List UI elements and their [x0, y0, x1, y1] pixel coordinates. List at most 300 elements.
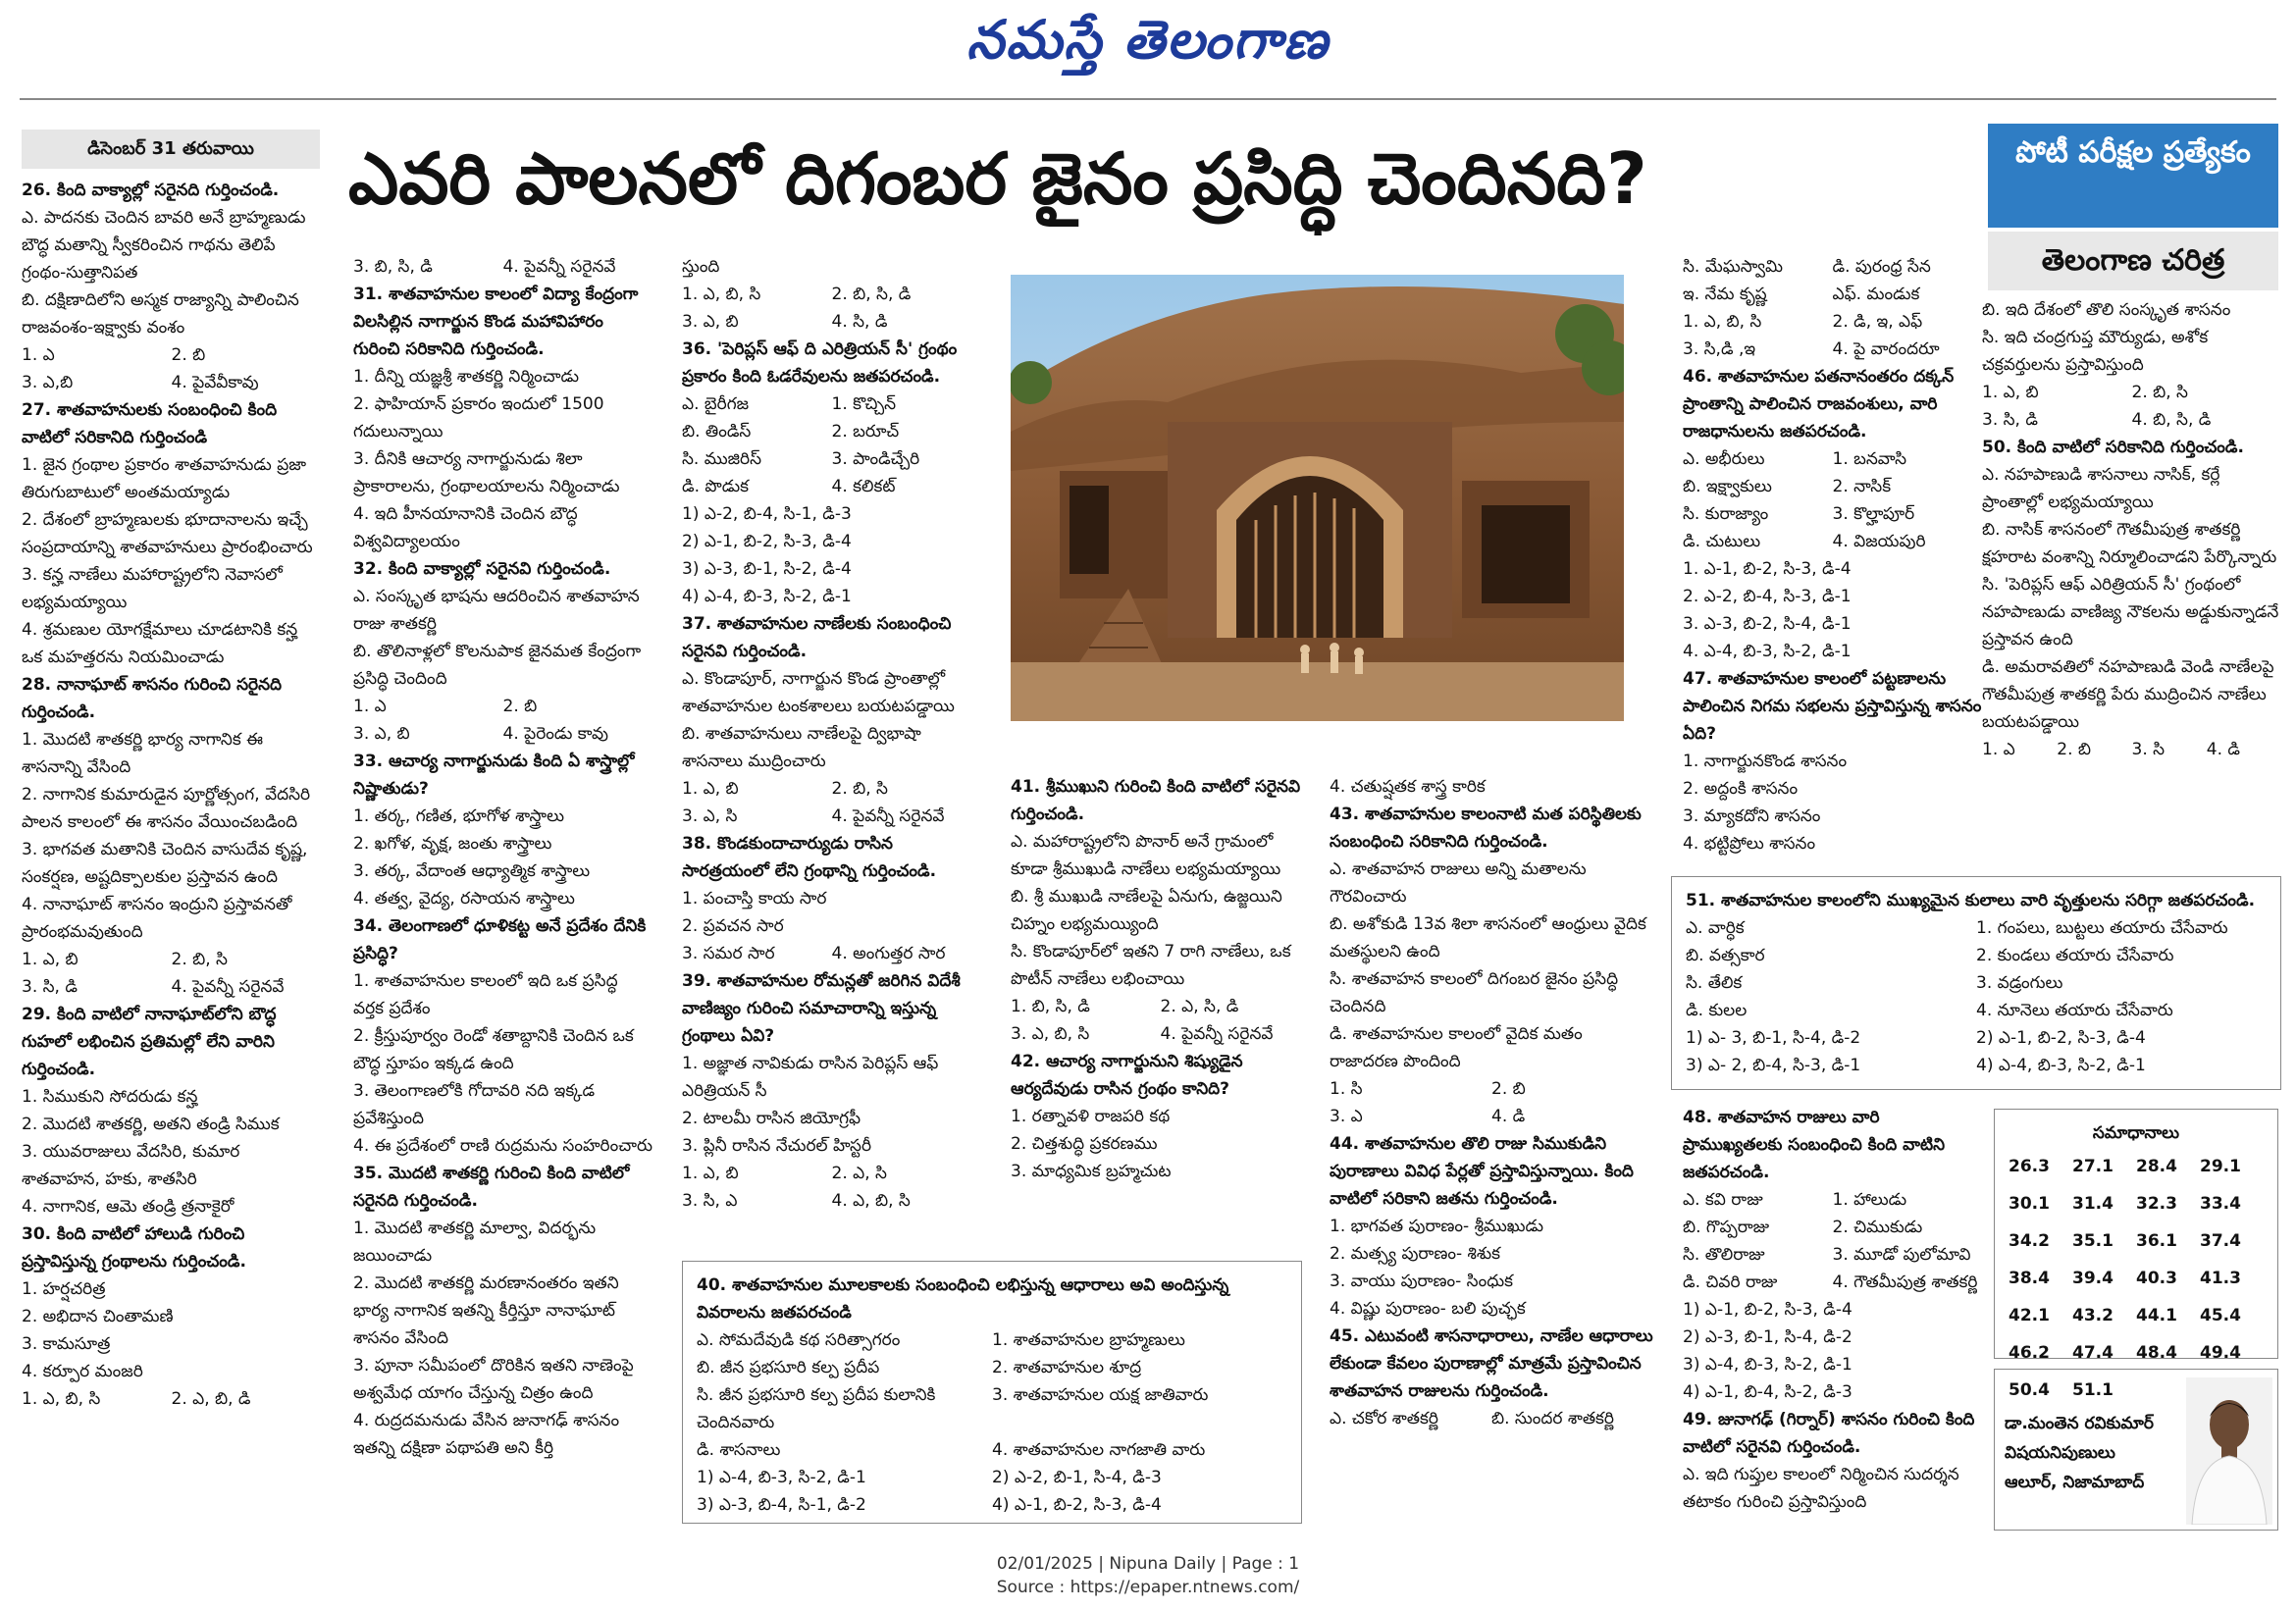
option-text: 2. బి, సి — [2131, 383, 2188, 402]
options-row — [1683, 445, 1982, 473]
option-text: 1. ఎ, బి, సి — [22, 1389, 101, 1409]
question-text: 34. తెలంగాణలో ధూళికట్ట అనే ప్రదేశం దేనికి ప్రసిద్ధి? — [353, 916, 647, 963]
column-7 — [1683, 1104, 1982, 1526]
option-text: 3. కొల్హాపూర్ — [1832, 504, 1915, 524]
option-text: 4. పై వారందరూ — [1832, 339, 1940, 359]
statement-text: బి. తొలినాళ్లలో కొలనుపాక జైనమత కేంద్రంగా ప్రసిద్ధి చెందింది — [353, 642, 642, 689]
options-row — [1330, 1075, 1653, 1103]
option-text: 3. ఎ, బి, సి — [1011, 1024, 1090, 1044]
question-40-text: 40. శాతవాహనుల మూలకాలకు సంబంధించి లభిస్తున్న ఆధారాలు అవి అందిస్తున్న వివరాలను జతపరచండి — [697, 1275, 1229, 1323]
question-text: 26. కింది వాక్యాల్లో సరైనది గుర్తించండి. — [22, 181, 280, 200]
option-text: 4. పైవన్నీ సరైనవే — [502, 257, 616, 277]
option-text: 4. డి — [1491, 1107, 1526, 1126]
cave-illustration — [1011, 275, 1624, 721]
statement-text: 2. అభిదాన చింతామణి — [22, 1307, 174, 1326]
match-cell: 1. గంపలు, బుట్టలు తయారు చేసేవారు — [1976, 918, 2228, 938]
match-row — [697, 1436, 1287, 1464]
option-text: 4. గౌతమీపుత్ర శాతకర్ణి — [1832, 1272, 1978, 1292]
statement-text: సి. శాతవాహన కాలంలో దిగంబర జైనం ప్రసిద్ధి చెందినది — [1330, 969, 1619, 1016]
option-text: 3. ఎ,బి — [22, 373, 74, 392]
options-row — [1683, 281, 1982, 308]
statement-text: బి. దక్షిణాదిలోని అస్మక రాజ్యాన్ని పాలించిన రాజవంశం-ఇక్ష్వాకు వంశం — [22, 290, 299, 338]
options-row — [1330, 1103, 1653, 1130]
statement-text: 2. మొదటి శాతకర్ణి, అతని తండ్రి సిముక — [22, 1115, 280, 1134]
author-place: ఆలూర్, నిజామాబాద్ — [2005, 1473, 2145, 1492]
statement-text: 3. ప్లినీ రాసిన నేచురల్ హిస్టరీ — [682, 1136, 872, 1156]
exam-special-tag: పోటీ పరీక్షల ప్రత్యేకం — [1988, 124, 2278, 228]
option-text: సి. తొలిరాజు — [1683, 1245, 1765, 1265]
options-row — [682, 803, 981, 830]
option-text: బి. సుందర శాతకర్ణి — [1491, 1409, 1615, 1428]
statement-text: 3) ఎ-4, బి-3, సి-2, డి-1 — [1683, 1355, 1852, 1375]
options-row — [22, 946, 321, 973]
option-text: ఎఫ్. మండుక — [1832, 285, 1920, 304]
answers-title: సమాధానాలు — [2092, 1123, 2180, 1143]
match-row — [1686, 969, 2267, 997]
option-text: సి. మేఘస్వామి — [1683, 257, 1784, 277]
statement-text: 2. అద్దంకి శాసనం — [1683, 779, 1799, 799]
options-row — [682, 308, 981, 336]
statement-text: 4. భట్టిప్రోలు శాసనం — [1683, 834, 1816, 854]
options-row — [1683, 336, 1982, 363]
option-text: ఎ. చకోర శాతకర్ణి — [1330, 1409, 1438, 1428]
option-text: 1. ఎ — [353, 697, 387, 716]
column-4 — [1011, 773, 1310, 1254]
answer-item: 31.4 — [2072, 1194, 2113, 1214]
option-text: 3. సి, డి — [1982, 410, 2038, 430]
question-text: 44. శాతవాహనుల తొలి రాజు సిముకుడిని పురాణాలు వివిధ పేర్లతో ప్రస్తావిస్తున్నాయి. కింది వాటిలో సరికాని జతను గుర్తించండి. — [1330, 1134, 1634, 1209]
statement-text: 3) ఎ-3, బి-1, సి-2, డి-4 — [682, 559, 852, 579]
statement-text: 1. మొదటి శాతకర్ణి మాల్వా, విదర్భను జయించాడు — [353, 1219, 597, 1266]
footer-date-line: 02/01/2025 | Nipuna Daily | Page : 1 — [996, 1554, 1300, 1574]
match-cell: 1. శాతవాహనుల బ్రాహ్మణులు — [992, 1330, 1185, 1350]
author-photo — [2186, 1377, 2272, 1525]
option-text: 2. బి — [1491, 1079, 1526, 1099]
continuation-tag: డిసెంబర్ 31 తరువాయి — [22, 130, 320, 169]
option-text: 1. ఎ, బి — [22, 950, 78, 969]
match-cell: సి. తేలిక — [1686, 973, 1743, 993]
match-row — [1686, 997, 2267, 1024]
question-51-text: 51. శాతవాహనుల కాలంలోని ముఖ్యమైన కులాలు వారి వృత్తులను సరిగ్గా జతపరచండి. — [1686, 891, 2256, 910]
options-row — [682, 1160, 981, 1187]
answer-item: 35.1 — [2072, 1231, 2113, 1251]
match-cell: సి. జీన ప్రభసూరి కల్ప ప్రదీప కులానికి చెందినవారు — [697, 1385, 936, 1432]
match-cell: 3) ఎ-3, బి-4, సి-1, డి-2 — [697, 1495, 866, 1515]
option-text: 3. సి, డి — [22, 977, 78, 997]
options-row — [1982, 736, 2281, 763]
option-text: 3. సి,డి ,ఇ — [1683, 339, 1756, 359]
option-text: 4. పైవేవీకావు — [171, 373, 259, 392]
statement-text: ఎ. ఇది గుప్తుల కాలంలో నిర్మించిన సుదర్శన తటాకం గురించి ప్రస్తావిస్తుంది — [1683, 1465, 1959, 1512]
match-cell: 3) ఎ- 2, బి-4, సి-3, డి-1 — [1686, 1056, 1861, 1075]
question-text: 29. కింది వాటిలో నానాఘాట్‌లోని బౌద్ధ గుహలో లభించిన ప్రతిమల్లో లేని వారిని గుర్తించండి. — [22, 1005, 277, 1079]
option-text: 4. పైవన్నీ సరైనవే — [831, 806, 945, 826]
option-text: 3. ఎ, బి — [682, 312, 739, 332]
statement-text: 3. యువరాజులు వేదసిరి, కుమార శాతవాహన, హకు, శాతసిరి — [22, 1142, 240, 1189]
statement-text: ఎ. నహపాణుడి శాసనాలు నాసిక్, కర్లే ప్రాంతాల్లో లభ్యమయ్యాయి — [1982, 465, 2220, 512]
statement-text: 1. నాగార్జునకొండ శాసనం — [1683, 752, 1848, 771]
match-cell: ఎ. సోమదేవుడి కథ సరిత్సాగరం — [697, 1330, 901, 1350]
statement-text: 1. సిముకుని సోదరుడు కన్హ — [22, 1087, 198, 1107]
statement-text: 4. ఇది హీనయానానికి చెందిన బౌద్ధ విశ్వవిద్యాలయం — [353, 504, 578, 551]
match-cell: డి. శాసనాలు — [697, 1440, 781, 1460]
statement-text: 4. కర్పూర మంజరి — [22, 1362, 143, 1381]
column-8 — [1982, 296, 2281, 865]
match-row — [697, 1464, 1287, 1491]
statement-text: 2. చిత్తశుద్ధి ప్రకరణము — [1011, 1134, 1158, 1154]
statement-text: 3. మాధ్యమిక బ్రహ్మచుట — [1011, 1162, 1172, 1181]
statement-text: 2. ఎ-2, బి-4, సి-3, డి-1 — [1683, 587, 1852, 606]
statement-text: 2. క్రీస్తుపూర్వం రెండో శతాబ్దానికి చెందిన ఒక బౌద్ధ స్తూపం ఇక్కడ ఉంది — [353, 1026, 634, 1073]
question-text: 27. శాతవాహనులకు సంబంధించి కింది వాటిలో సరికానిది గుర్తించండి — [22, 400, 278, 447]
answer-item: 38.4 — [2009, 1269, 2050, 1288]
statement-text: 3. కామసూత్ర — [22, 1334, 111, 1354]
answer-item: 27.1 — [2072, 1157, 2113, 1176]
match-cell: 4. శాతవాహనుల నాగజాతి వారు — [992, 1440, 1206, 1460]
option-text: 3. సి, ఎ — [682, 1191, 738, 1211]
author-box — [1994, 1369, 2278, 1531]
question-text: 38. కొండకుందాచార్యుడు రాసిన సారత్రయంలో లేని గ్రంథాన్ని గుర్తించండి. — [682, 834, 937, 881]
option-text: 1. బి, సి, డి — [1011, 997, 1090, 1016]
page-footer — [0, 1552, 2296, 1599]
answer-item: 49.4 — [2200, 1343, 2241, 1363]
options-row — [22, 1385, 321, 1413]
statement-text: ఎ. శాతవాహన రాజులు అన్ని మతాలను గౌరవించారు — [1330, 859, 1587, 907]
statement-text: సి. కొండాపూర్‌లో ఇతని 7 రాగి నాణేలు, ఒక పొటీన్ నాణేలు లభించాయి — [1011, 942, 1291, 989]
option-text: 3. సమర సార — [682, 944, 775, 963]
option-text: 2. బి, సి — [831, 779, 888, 799]
option-text: 2. బి — [171, 345, 206, 365]
question-text: 49. జునాగఢ్ (గిర్నార్) శాసనం గురించి కింది వాటిలో సరైనవి గుర్తించండి. — [1683, 1410, 1975, 1457]
match-row — [697, 1381, 1287, 1436]
statement-text: 1) ఎ-1, బి-2, సి-3, డి-4 — [1683, 1300, 1852, 1320]
options-row — [353, 253, 652, 281]
match-cell: 2. శాతవాహనుల శూద్ర — [992, 1358, 1142, 1377]
question-text: 46. శాతవాహనుల పతనానంతరం దక్కన్ ప్రాంతాన్ని పాలించిన రాజవంశులు, వారి రాజధానులను జతపరచండి. — [1683, 367, 1955, 441]
statement-text: 4) ఎ-1, బి-4, సి-2, డి-3 — [1683, 1382, 1852, 1402]
statement-text: 3. ఎ-3, బి-2, సి-4, డి-1 — [1683, 614, 1852, 634]
statement-text: 3. కన్హ నాణేలు మహారాష్ట్రలోని నెవాసలో లభ్యమయ్యాయి — [22, 565, 283, 612]
answer-item: 28.4 — [2136, 1157, 2177, 1176]
statement-text: 4. ఎ-4, బి-3, సి-2, డి-1 — [1683, 642, 1852, 661]
question-text: 31. శాతవాహనుల కాలంలో విద్యా కేంద్రంగా విలసిల్లిన నాగార్జున కొండ మహావిహారం గురించి సరికానిది గుర్తించండి. — [353, 285, 639, 359]
column-3 — [682, 253, 981, 1244]
question-text: 35. మొదటి శాతకర్ణి గురించి కింది వాటిలో సరైనది గుర్తించండి. — [353, 1164, 630, 1211]
match-cell: 4) ఎ-4, బి-3, సి-2, డి-1 — [1976, 1056, 2146, 1075]
match-row — [1686, 914, 2267, 942]
statement-text: 2. ఫాహియాన్ ప్రకారం ఇందులో 1500 గదులున్నాయి — [353, 394, 604, 441]
match-cell: 1) ఎ-4, బి-3, సి-2, డి-1 — [697, 1468, 866, 1487]
column-5 — [1330, 773, 1653, 1519]
option-text: 1. ఎ, బి — [682, 779, 739, 799]
answer-item: 39.4 — [2072, 1269, 2113, 1288]
option-text: 4. ఎ, బి, సి — [831, 1191, 911, 1211]
question-text: 33. ఆచార్య నాగార్జునుడు కింది ఏ శాస్త్రాల్లో నిష్ణాతుడు? — [353, 752, 635, 799]
statement-text: 2. మత్స్య పురాణం- శిశుక — [1330, 1244, 1501, 1264]
options-row — [682, 445, 981, 473]
question-text: 42. ఆచార్య నాగార్జునుని శిష్యుడైన ఆర్యదేవుడు రాసిన గ్రంథం కానిది? — [1011, 1052, 1243, 1099]
options-row — [1982, 379, 2281, 406]
answer-item: 40.3 — [2136, 1269, 2177, 1288]
author-role: విషయనిపుణులు — [2005, 1443, 2115, 1463]
option-text: ఎ. కవి రాజు — [1683, 1190, 1763, 1210]
options-row — [22, 973, 321, 1001]
statement-text: 4. చతుష్షతక శాస్త్ర కారిక — [1330, 777, 1486, 797]
statement-text: బి. శాతవాహనులు నాణేలపై ద్విభాషా శాసనాలు ముద్రించారు — [682, 724, 921, 771]
options-row — [1683, 500, 1982, 528]
option-text: 2. ఎ, బి, డి — [171, 1389, 251, 1409]
option-text: బి. తిండిస్ — [682, 422, 752, 441]
options-row — [682, 390, 981, 418]
match-cell: బి. జీన ప్రభసూరి కల్ప ప్రదీప — [697, 1358, 880, 1377]
option-text: 4. అంగుత్తర సార — [831, 944, 946, 963]
statement-text: 1. హర్షచరిత్ర — [22, 1279, 106, 1299]
option-text: 2. బి — [2057, 740, 2091, 759]
option-text: 2. బి, సి, డి — [831, 285, 912, 304]
option-text: 3. ఎ — [1330, 1107, 1363, 1126]
options-row — [1683, 1269, 1982, 1296]
statement-text: 3. వాయు పురాణం- సింధుక — [1330, 1272, 1513, 1291]
match-cell: 3. శాతవాహనుల యక్ష జాతివారు — [992, 1385, 1209, 1405]
option-text: ఎ. అభీరులు — [1683, 449, 1765, 469]
question-text: 45. ఎటువంటి శాసనాధారాలు, నాణేల ఆధారాలు లేకుండా కేవలం పురాణాల్లో మాత్రమే ప్రస్తావించిన శాతవాహన రాజులను గుర్తించండి. — [1330, 1326, 1653, 1401]
statement-text: ఎ. మహారాష్ట్రలోని పొనార్ అనే గ్రామంలో కూడా శ్రీముఖుడి నాణేలు లభ్యమయ్యాయి — [1011, 832, 1281, 879]
statement-text: సి. ఇది చంద్రగుప్త మౌర్యుడు, అశోక చక్రవర్తులను ప్రస్తావిస్తుంది — [1982, 328, 2209, 375]
options-row — [682, 1187, 981, 1215]
match-row — [1686, 942, 2267, 969]
options-row — [353, 693, 652, 720]
answer-item: 29.1 — [2200, 1157, 2241, 1176]
column-2 — [353, 253, 652, 1529]
question-text: 28. నానాఘాట్ శాసనం గురించి సరైనది గుర్తించండి. — [22, 675, 283, 722]
match-cell: 2) ఎ-2, బి-1, సి-4, డి-3 — [992, 1468, 1162, 1487]
option-text: 1. ఎ — [1982, 740, 2015, 759]
statement-text: 1. దీన్ని యజ్ఞశ్రీ శాతకర్ణి నిర్మించాడు — [353, 367, 580, 387]
match-cell: 2. కుండలు తయారు చేసేవారు — [1976, 946, 2174, 965]
option-text: 1. ఎ — [22, 345, 55, 365]
author-name: డా.మంతెన రవికుమార్ — [2005, 1414, 2154, 1433]
option-text: 2. ఎ, సి — [831, 1164, 887, 1183]
answer-item: 51.1 — [2072, 1380, 2113, 1400]
options-row — [682, 418, 981, 445]
answer-item: 30.1 — [2009, 1194, 2050, 1214]
statement-text: 1. రత్నావళి రాజపరి కథ — [1011, 1107, 1171, 1126]
match-cell: 1) ఎ- 3, బి-1, సి-4, డి-2 — [1686, 1028, 1861, 1048]
statement-text: 3. మ్యాకదోని శాసనం — [1683, 806, 1821, 826]
statement-text: బి. అశోకుడి 13వ శిలా శాసనంలో ఆంధ్రులు వైదిక మతస్థులని ఉంది — [1330, 914, 1646, 961]
option-text: 1. ఎ, బి, సి — [1683, 312, 1762, 332]
statement-text: 3. తెలంగాణలోకి గోదావరి నది ఇక్కడ ప్రవేశిస్తుంది — [353, 1081, 596, 1128]
options-row — [1683, 308, 1982, 336]
match-row — [1686, 1024, 2267, 1052]
column-1 — [22, 177, 321, 1521]
statement-text: 2) ఎ-3, బి-1, సి-4, డి-2 — [1683, 1327, 1852, 1347]
option-text: 1. ఎ, బి, సి — [682, 285, 761, 304]
option-text: 2. బి — [502, 697, 538, 716]
option-text: 1. ఎ, బి — [1982, 383, 2039, 402]
match-cell: బి. వత్సకార — [1686, 946, 1765, 965]
option-text: 1. బనవాసి — [1832, 449, 1907, 469]
option-text: 2. నాసిక్ — [1832, 477, 1892, 496]
question-text: 30. కింది వాటిలో హాలుడి గురించి ప్రస్తావిస్తున్న గ్రంథాలను గుర్తించండి. — [22, 1224, 246, 1272]
option-text: 4. పైవన్నీ సరైనవే — [171, 977, 285, 997]
option-text: 4. కలికట్ — [831, 477, 896, 496]
statement-text: 1. జైన గ్రంథాల ప్రకారం శాతవాహనుడు ప్రజా తిరుగుబాటులో అంతమయ్యాడు — [22, 455, 307, 502]
question-40-box — [682, 1261, 1302, 1524]
option-text: డి. చుటులు — [1683, 532, 1761, 551]
answer-item: 37.4 — [2200, 1231, 2241, 1251]
answer-item: 46.2 — [2009, 1343, 2050, 1363]
option-text: బి. ఇక్ష్వాకులు — [1683, 477, 1772, 496]
statement-text: 3. పూనా సమీపంలో దొరికిన ఇతని నాణెంపై అశ్వమేధ యాగం చేస్తున్న చిత్రం ఉంది — [353, 1356, 634, 1403]
cave-photo — [1011, 275, 1624, 721]
option-text: డి. పురంధ్ర సేన — [1832, 257, 1931, 277]
options-row — [682, 281, 981, 308]
options-row — [1982, 406, 2281, 434]
options-row — [22, 369, 321, 396]
statement-text: ఎ. సంస్కృత భాషను ఆదరించిన శాతవాహన రాజు శాతకర్ణి — [353, 587, 640, 634]
answer-item: 36.1 — [2136, 1231, 2177, 1251]
statement-text: 4) ఎ-4, బి-3, సి-2, డి-1 — [682, 587, 852, 606]
match-cell: 4. నూనెలు తయారు చేసేవారు — [1976, 1001, 2173, 1020]
option-text: 2. బరూచ్ — [831, 422, 900, 441]
match-row — [697, 1354, 1287, 1381]
answer-item: 43.2 — [2072, 1306, 2113, 1325]
answer-item: 34.2 — [2009, 1231, 2050, 1251]
statement-text: 3. దీనికి ఆచార్య నాగార్జునుడు శిలా ప్రాకారాలను, గ్రంథాలయాలను నిర్మించాడు — [353, 449, 620, 496]
option-text: 3. పాండిచ్చేరి — [831, 449, 920, 469]
answer-item: 32.3 — [2136, 1194, 2177, 1214]
masthead-divider — [20, 98, 2276, 100]
statement-text: సి. 'పెరిప్లస్ ఆఫ్ ఎరిత్రియన్ సీ' గ్రంథంలో నహపాణుడు వాణిజ్య నౌకలను అడ్డుకున్నాడనే ప్రస్తావన ఉంది — [1982, 575, 2279, 649]
option-text: 4. సి, డి — [831, 312, 888, 332]
option-text: 2. డి, ఇ, ఎఫ్ — [1832, 312, 1923, 332]
options-row — [22, 341, 321, 369]
option-text: ఎ. బైరీగజ — [682, 394, 750, 414]
answer-item: 45.4 — [2200, 1306, 2241, 1325]
footer-source-line: Source : https://epaper.ntnews.com/ — [996, 1578, 1300, 1597]
statement-text: డి. శాతవాహనుల కాలంలో వైదిక మతం రాజాదరణ పొందింది — [1330, 1024, 1583, 1071]
option-text: 1. ఎ, బి — [682, 1164, 739, 1183]
match-cell: డి. కులల — [1686, 1001, 1748, 1020]
options-row — [1683, 528, 1982, 555]
option-text: 1. సి — [1330, 1079, 1363, 1099]
options-row — [1683, 1214, 1982, 1241]
question-text: 48. శాతవాహన రాజులు వారి ప్రాముఖ్యతలకు సంబంధించి కింది వాటిని జతపరచండి. — [1683, 1108, 1946, 1182]
match-cell: 4) ఎ-1, బి-2, సి-3, డి-4 — [992, 1495, 1162, 1515]
question-text: 32. కింది వాక్యాల్లో సరైనవి గుర్తించండి. — [353, 559, 611, 579]
statement-text: 4. నానాఘాట్ శాసనం ఇంద్రుని ప్రస్తావనతో ప్రారంభమవుతుంది — [22, 895, 292, 942]
statement-text: 2. మొదటి శాతకర్ణి మరణానంతరం ఇతని భార్య నాగానిక ఇతన్ని కీర్తిస్తూ నానాఘాట్ శాసనం వేసింది — [353, 1273, 619, 1348]
statement-text: బి. నాసిక్ శాసనంలో గౌతమీపుత్ర శాతకర్ణి క్షహరాట వంశాన్ని నిర్మూలించాడని పేర్కొన్నారు — [1982, 520, 2277, 567]
option-text: 4. పైవన్నీ సరైనవే — [1160, 1024, 1274, 1044]
options-row — [353, 720, 652, 748]
question-text: 37. శాతవాహనుల నాణేలకు సంబంధించి సరైనవి గుర్తించండి. — [682, 614, 952, 661]
option-text: 4. బి, సి, డి — [2131, 410, 2212, 430]
option-text: 4. పైరెండు కావు — [502, 724, 608, 744]
statement-text: 4. నాగానిక, ఆమె తండ్రి త్రనాకైరో — [22, 1197, 235, 1217]
match-row — [697, 1326, 1287, 1354]
question-text: 47. శాతవాహనుల కాలంలో పట్టణాలను పాలించిన నిగమ సభలను ప్రస్తావిస్తున్న శాసనం ఏది? — [1683, 669, 1982, 744]
question-text: 50. కింది వాటిలో సరికానిది గుర్తించండి. — [1982, 438, 2244, 457]
column-6 — [1683, 253, 1982, 861]
match-row — [1686, 1052, 2267, 1079]
option-text: సి. కురాజ్యాం — [1683, 504, 1769, 524]
answer-item: 41.3 — [2200, 1269, 2241, 1288]
answer-item: 26.3 — [2009, 1157, 2050, 1176]
option-text: 4. విజయపురి — [1832, 532, 1926, 551]
match-row — [697, 1491, 1287, 1519]
match-cell: 2) ఎ-1, బి-2, సి-3, డి-4 — [1976, 1028, 2146, 1048]
statement-text: 4. తత్వ, వైద్య, రసాయన శాస్త్రాలు — [353, 889, 575, 909]
answer-item: 42.1 — [2009, 1306, 2050, 1325]
answers-box — [1994, 1109, 2278, 1400]
answer-item: 50.4 — [2009, 1380, 2050, 1400]
answer-item: 44.1 — [2136, 1306, 2177, 1325]
options-row — [682, 940, 981, 967]
options-row — [1683, 473, 1982, 500]
statement-text: డి. అమరావతిలో నహపాణుడి వెండి నాణేలపై గౌతమీపుత్ర శాతకర్ణి పేరు ముద్రించిన నాణేలు బయటపడ్డాయి — [1982, 657, 2274, 732]
statement-text: బి. ఇది దేశంలో తొలి సంస్కృత శాసనం — [1982, 300, 2231, 320]
statement-text: 2. దేశంలో బ్రాహ్మణులకు భూదానాలను ఇచ్చే సంప్రదాయాన్ని శాతవాహనులు ప్రారంభించారు — [22, 510, 313, 557]
statement-text: 2. నాగానిక కుమారుడైన పూర్ణోత్సంగ, వేదసిరి పాలన కాలంలో ఈ శాసనం వేయించబడింది — [22, 785, 311, 832]
options-row — [1330, 1405, 1653, 1432]
option-text: 2. చిముకుడు — [1832, 1218, 1923, 1237]
question-text: 41. శ్రీముఖుని గురించి కింది వాటిలో సరైనవి గుర్తించండి. — [1011, 777, 1301, 824]
statement-text: 3. భాగవత మతానికి చెందిన వాసుదేవ కృష్ణ, సంకర్షణ, అష్టదిక్పాలకుల ప్రస్తావన ఉంది — [22, 840, 308, 887]
option-text: బి. గొప్పరాజు — [1683, 1218, 1770, 1237]
option-text: 3. మూడో పులోమావి — [1832, 1245, 1971, 1265]
statement-text: 1. శాతవాహనుల కాలంలో ఇది ఒక ప్రసిద్ధ వర్తక ప్రదేశం — [353, 971, 618, 1018]
statement-text: 1. భాగవత పురాణం- శ్రీముఖుడు — [1330, 1217, 1543, 1236]
statement-text: 4. విష్ణు పురాణం- బలి పుచ్ఛక — [1330, 1299, 1526, 1319]
options-row — [1683, 1186, 1982, 1214]
option-text: 4. డి — [2206, 740, 2240, 759]
options-row — [1683, 1241, 1982, 1269]
option-text: 3. ఎ, సి — [682, 806, 738, 826]
options-row — [1011, 993, 1310, 1020]
option-text: డి. పొడుక — [682, 477, 750, 496]
question-51-box — [1671, 876, 2281, 1090]
options-row — [682, 775, 981, 803]
statement-text: 2) ఎ-1, బి-2, సి-3, డి-4 — [682, 532, 852, 551]
statement-text: 1. మొదటి శాతకర్ణి భార్య నాగానిక ఈ శాసనాన్ని వేసింది — [22, 730, 263, 777]
statement-text: 2. టాలమీ రాసిన జియోగ్రఫీ — [682, 1109, 861, 1128]
option-text: 2. ఎ, సి, డి — [1160, 997, 1239, 1016]
statement-text: స్తుంది — [682, 257, 720, 277]
options-row — [1011, 1020, 1310, 1048]
page-headline: ఎవరి పాలనలో దిగంబర జైనం ప్రసిద్ధి చెందినది? — [348, 137, 1647, 220]
answer-item: 48.4 — [2136, 1343, 2177, 1363]
option-text: 1. హాలుడు — [1832, 1190, 1907, 1210]
option-text: 3. బి, సి, డి — [353, 257, 433, 277]
option-text: ఇ. నేమ కృష్ణ — [1683, 285, 1767, 304]
statement-text: 4. ఈ ప్రదేశంలో రాణి రుద్రమను సంహరించారు — [353, 1136, 652, 1156]
answer-item: 33.4 — [2200, 1194, 2241, 1214]
question-text: 39. శాతవాహనుల రోమన్లతో జరిగిన విదేశీ వాణిజ్యం గురించి సమాచారాన్ని ఇస్తున్న గ్రంథాలు ఏవి? — [682, 971, 961, 1046]
statement-text: 4. రుద్రదమనుడు వేసిన జునాగఢ్ శాసనం ఇతన్ని దక్షిణా పథాపతి అని కీర్తి — [353, 1411, 620, 1458]
option-text: సి. ముజిరిస్ — [682, 449, 762, 469]
options-row — [682, 473, 981, 500]
statement-text: 1. తర్క, గణిత, భూగోళ శాస్త్రాలు — [353, 806, 565, 826]
statement-text: ఎ. పాదనకు చెందిన బావరి అనే బ్రాహ్మణుడు బౌద్ధ మతాన్ని స్వీకరించిన గాథను తెలిపే గ్రంథం-సుత్తానిపత — [22, 208, 306, 283]
statement-text: 1. పంచాస్తి కాయ సార — [682, 889, 827, 909]
statement-text: 3. తర్క, వేదాంత ఆధ్యాత్మిక శాస్త్రాలు — [353, 861, 591, 881]
question-text: 43. శాతవాహనుల కాలంనాటి మత పరిస్థితిలకు సంబంధించి సరికానిది గుర్తించండి. — [1330, 805, 1642, 852]
option-text: 3. సి — [2131, 740, 2166, 759]
statement-text: బి. శ్రీ ముఖుడి నాణేలపై ఏనుగు, ఉజ్జయిని చిహ్నం లభ్యమయ్యింది — [1011, 887, 1282, 934]
subject-tag: తెలంగాణ చరిత్ర — [1988, 232, 2278, 290]
